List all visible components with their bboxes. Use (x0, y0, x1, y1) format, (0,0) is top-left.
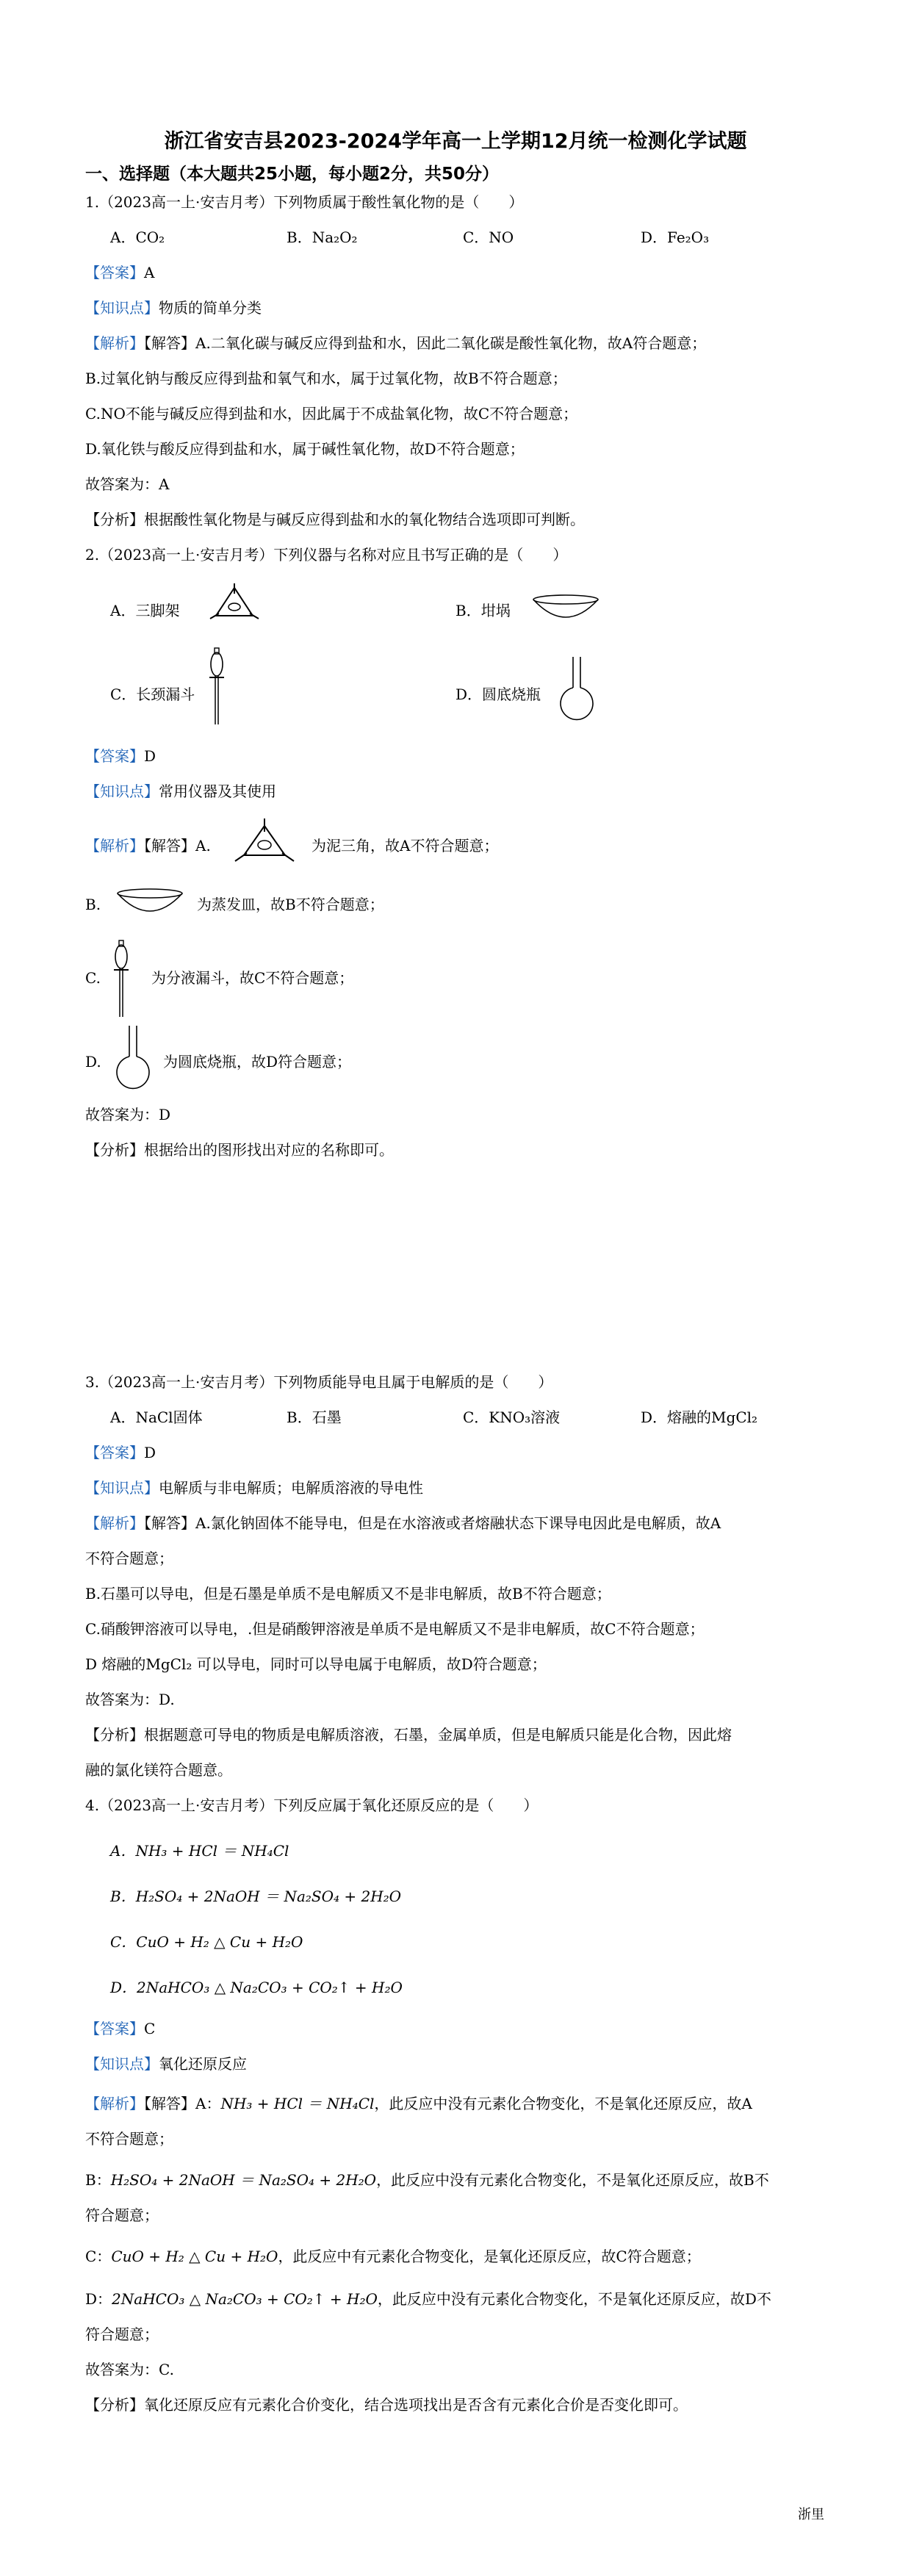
q4-fenxi (85, 2395, 688, 2414)
knowledge-tag: 【知识点】 (85, 782, 159, 800)
answer-value: D (144, 1444, 156, 1461)
q1-answer (85, 263, 154, 282)
q2-knowledge (85, 782, 276, 801)
q3-analysis-4: D 熔融的MgCl₂ 可以导电，同时可以导电属于电解质，故D符合题意； (85, 1655, 547, 1673)
q3-analysis-1 (85, 1514, 721, 1533)
equation-a: NH₃ + HCl ＝ NH₄Cl (220, 2095, 375, 2112)
question-2-stem: 2.（2023高一上·安吉月考）下列仪器与名称对应且书写正确的是（ ） (85, 546, 568, 564)
answer-value: C (144, 2020, 156, 2037)
q2-analysis-c-text: 为分液漏斗，故C不符合题意； (151, 969, 354, 987)
q1-analysis-3: C.NO不能与碱反应得到盐和水，因此属于不成盐氧化物，故C不符合题意； (85, 405, 578, 422)
q4-analysis-a (85, 2094, 752, 2113)
fenxi-text: 根据酸性氧化物是与碱反应得到盐和水的氧化物结合选项即可判断。 (144, 511, 585, 528)
page-footer: 浙里 (798, 2507, 824, 2522)
analysis-text: ，此反应中有元素化合物变化，是氧化还原反应，故C符合题意； (278, 2248, 701, 2265)
q1-conclusion: 故答案为：A (85, 475, 170, 493)
analysis-tag: 【解析】 (85, 2095, 144, 2112)
answer-value: A (144, 264, 155, 281)
analysis-tag: 【解析】 (85, 334, 144, 352)
q1-option-b: B．Na₂O₂ (287, 229, 358, 246)
analysis-prefix: B： (85, 2171, 111, 2189)
q4-conclusion: 故答案为：C. (85, 2361, 174, 2378)
q1-fenxi (85, 510, 585, 529)
q2-analysis-d-text: 为圆底烧瓶，故D符合题意； (163, 1053, 352, 1071)
q4-option-b: B．H₂SO₄ + 2NaOH ＝ Na₂SO₄ + 2H₂O (110, 1888, 402, 1905)
knowledge-tag: 【知识点】 (85, 299, 159, 317)
q2-analysis-b-prefix: B. (85, 896, 101, 913)
knowledge-value: 常用仪器及其使用 (159, 782, 276, 800)
analysis-text: 【解答】A.氯化钠固体不能导电，但是在水溶液或者熔融状态下课导电因此是电解质，故A (144, 1514, 721, 1532)
q3-knowledge (85, 1478, 423, 1497)
q3-option-c: C．KNO₃溶液 (463, 1408, 561, 1426)
q4-analysis-a2: 不符合题意； (85, 2130, 173, 2148)
analysis-tag: 【解析】 (85, 1514, 144, 1532)
knowledge-value: 氧化还原反应 (159, 2055, 247, 2073)
q3-option-a: A．NaCl固体 (110, 1408, 203, 1426)
answer-tag: 【答案】 (85, 2020, 144, 2037)
q1-analysis-2: B.过氧化钠与酸反应得到盐和氧气和水，属于过氧化物，故B不符合题意； (85, 370, 567, 387)
answer-tag: 【答案】 (85, 747, 144, 765)
equation-b: H₂SO₄ + 2NaOH ＝ Na₂SO₄ + 2H₂O (110, 2171, 377, 2189)
equation-d: 2NaHCO₃ △ Na₂CO₃ + CO₂↑ + H₂O (112, 2290, 378, 2308)
q3-option-d: D．熔融的MgCl₂ (641, 1408, 758, 1426)
q4-analysis-b (85, 2170, 769, 2190)
q2-conclusion: 故答案为：D (85, 1106, 171, 1123)
q3-option-b: B．石墨 (287, 1408, 342, 1426)
q3-analysis-1b: 不符合题意； (85, 1550, 173, 1567)
q4-analysis-b2: 符合题意； (85, 2206, 159, 2224)
analysis-text: ，此反应中没有元素化合物变化，不是氧化还原反应，故A (374, 2095, 752, 2112)
round-bottom-flask-icon (115, 1024, 151, 1092)
answer-value: D (144, 747, 156, 765)
analysis-prefix: C： (85, 2248, 112, 2265)
analysis-prefix: 【解答】A： (144, 2095, 221, 2112)
evaporating-dish-icon (115, 886, 185, 918)
question-1-stem: 1.（2023高一上·安吉月考）下列物质属于酸性氧化物的是（ ） (85, 193, 524, 211)
equation-c: CuO + H₂ △ Cu + H₂O (111, 2248, 278, 2265)
q2-option-b: B．坩埚 (455, 602, 511, 619)
fenxi-text: 氧化还原反应有元素化合价变化，结合选项找出是否含有元素化合价是否变化即可。 (144, 2396, 688, 2414)
q2-analysis-a (85, 836, 211, 855)
q3-fenxi (85, 1725, 732, 1744)
q3-answer (85, 1443, 156, 1462)
fenxi-tag: 【分析】 (85, 511, 144, 528)
q1-option-c: C．NO (463, 229, 514, 246)
q3-analysis-3: C.硝酸钾溶液可以导电，.但是硝酸钾溶液是单质不是电解质又不是非电解质，故C不符合题意； (85, 1620, 705, 1638)
question-4-stem: 4.（2023高一上·安吉月考）下列反应属于氧化还原反应的是（ ） (85, 1796, 539, 1814)
q1-analysis-4: D.氧化铁与酸反应得到盐和水，属于碱性氧化物，故D不符合题意； (85, 440, 525, 458)
fenxi-tag: 【分析】 (85, 1726, 144, 1744)
fenxi-text: 根据题意可导电的物质是电解质溶液，石墨，金属单质，但是电解质只能是化合物，因此熔 (144, 1726, 732, 1744)
fenxi-tag: 【分析】 (85, 2396, 144, 2414)
q1-option-a: A．CO₂ (110, 229, 165, 246)
analysis-prefix: D： (85, 2290, 112, 2308)
knowledge-tag: 【知识点】 (85, 1479, 159, 1497)
knowledge-tag: 【知识点】 (85, 2055, 159, 2073)
evaporating-dish-icon (530, 592, 601, 625)
q4-analysis-d (85, 2289, 771, 2309)
clay-triangle-icon (209, 580, 260, 632)
q4-option-c: C．CuO + H₂ △ Cu + H₂O (110, 1933, 303, 1951)
analysis-text: 【解答】A.二氧化碳与碱反应得到盐和水，因此二氧化碳是酸性氧化物，故A符合题意； (144, 334, 707, 352)
q1-knowledge (85, 298, 262, 317)
q4-knowledge (85, 2054, 247, 2073)
analysis-tag: 【解析】 (85, 837, 144, 855)
q4-option-d: D．2NaHCO₃ △ Na₂CO₃ + CO₂↑ + H₂O (110, 1979, 403, 1996)
knowledge-value: 物质的简单分类 (159, 299, 262, 317)
fenxi-tag: 【分析】 (85, 1141, 144, 1159)
round-bottom-flask-icon (558, 655, 595, 723)
section-heading: 一、选择题（本大题共25小题，每小题2分，共50分） (85, 165, 500, 184)
q2-fenxi (85, 1140, 394, 1159)
analysis-text: ，此反应中没有元素化合物变化，不是氧化还原反应，故B不 (376, 2171, 769, 2189)
clay-triangle-icon (234, 816, 295, 868)
q4-analysis-c (85, 2247, 701, 2266)
separatory-funnel-icon (206, 645, 228, 727)
q2-analysis-d-prefix: D. (85, 1053, 101, 1071)
q2-analysis-a-text: 为泥三角，故A不符合题意； (312, 837, 499, 855)
fenxi-text: 根据给出的图形找出对应的名称即可。 (144, 1141, 394, 1159)
separatory-funnel-icon (110, 938, 132, 1020)
q3-analysis-2: B.石墨可以导电，但是石墨是单质不是电解质又不是非电解质，故B不符合题意； (85, 1585, 611, 1602)
q2-answer (85, 746, 156, 766)
q2-option-a: A．三脚架 (110, 602, 180, 619)
answer-tag: 【答案】 (85, 264, 144, 281)
analysis-text: ，此反应中没有元素化合物变化，不是氧化还原反应，故D不 (377, 2290, 771, 2308)
question-3-stem: 3.（2023高一上·安吉月考）下列物质能导电且属于电解质的是（ ） (85, 1373, 553, 1391)
answer-tag: 【答案】 (85, 1444, 144, 1461)
page-title: 浙江省安吉县2023-2024学年高一上学期12月统一检测化学试题 (164, 130, 747, 153)
q3-fenxi-2: 融的氯化镁符合题意。 (85, 1761, 232, 1779)
q1-analysis-1 (85, 334, 706, 353)
q2-option-d: D．圆底烧瓶 (455, 686, 541, 703)
q3-conclusion: 故答案为：D. (85, 1691, 175, 1708)
q4-option-a: A．NH₃ + HCl ＝ NH₄Cl (110, 1842, 289, 1860)
q4-answer (85, 2019, 155, 2038)
knowledge-value: 电解质与非电解质；电解质溶液的导电性 (159, 1479, 423, 1497)
q2-option-c: C．长颈漏斗 (110, 686, 195, 703)
q4-analysis-d2: 符合题意； (85, 2325, 159, 2343)
analysis-prefix: 【解答】A. (144, 837, 211, 855)
q1-option-d: D．Fe₂O₃ (641, 229, 710, 246)
q2-analysis-b-text: 为蒸发皿，故B不符合题意； (197, 896, 384, 913)
q2-analysis-c-prefix: C. (85, 969, 101, 987)
